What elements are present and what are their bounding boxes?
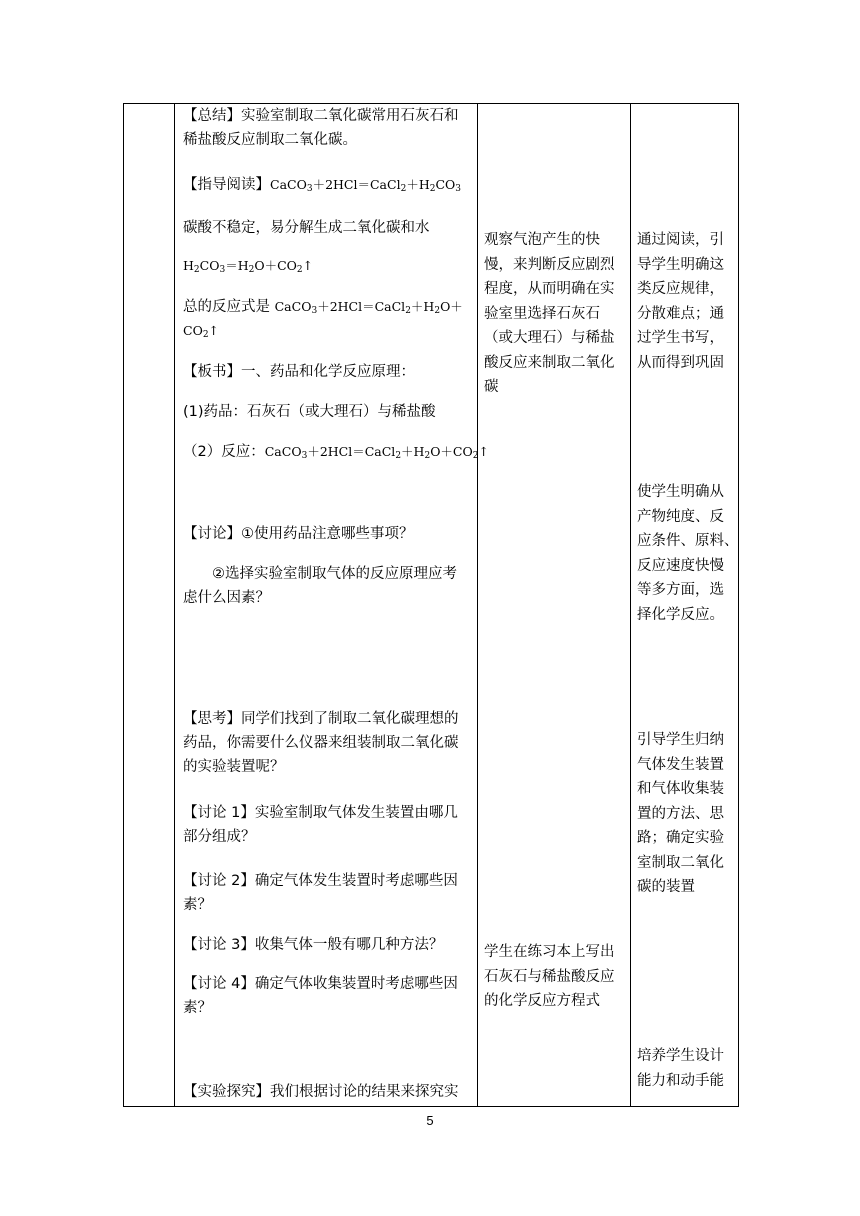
student-writing: 学生在练习本上写出 石灰石与稀盐酸反应 的化学反应方程式 (484, 944, 615, 1009)
intent-reading: 通过阅读，引 导学生明确这 类反应规律， 分散难点；通 过学生书写， 从而得到巩固 (637, 232, 724, 371)
teacher-activity-column (175, 104, 489, 1106)
drugs-line: (1)药品：石灰石（或大理石）与稀盐酸 (183, 404, 436, 420)
guided-reading-equation: 【指导阅读】$CaCO_3+2HCl=CaCl_2+H_2CO_3$ (183, 177, 461, 194)
discussion-1: 【讨论 1】实验室制取气体发生装置由哪几 部分组成？ (183, 805, 458, 845)
discussion-2: 【讨论 2】确定气体发生装置时考虑哪些因 素？ (183, 873, 458, 913)
discussion-3: 【讨论 3】收集气体一般有哪几种方法？ (183, 937, 444, 953)
think-paragraph: 【思考】同学们找到了制取二氧化碳理想的 药品，你需要什么仪器来组装制取二氧化碳 的实验装置呢？ (183, 711, 459, 775)
summary-paragraph: 【总结】实验室制取二氧化碳常用石灰石和 稀盐酸反应制取二氧化碳。 (183, 108, 459, 148)
overall-equation: 总的反应式是 $CaCO_3+2HCl=CaCl_2+H_2O+$ $CO_2↑$ (183, 299, 463, 340)
intent-design-ability: 培养学生设计 能力和动手能 (637, 1048, 724, 1089)
blackboard-heading: 【板书】一、药品和化学反应原理： (183, 364, 415, 380)
design-intent-column (631, 104, 739, 1106)
reaction-line: （2）反应：$CaCO_3+2HCl=CaCl_2+H_2O+CO_2↑$ (183, 444, 489, 461)
intent-apparatus: 引导学生归纳 气体发生装置 和气体收集装 置的方法、思 路；确定实验 室制取二氧化 碳的装置 (637, 732, 724, 895)
lesson-table (123, 103, 739, 1107)
experiment-inquiry: 【实验探究】我们根据讨论的结果来探究实 (183, 1084, 459, 1100)
page-number: 5 (426, 1113, 434, 1128)
carbonic-acid-note: 碳酸不稳定，易分解生成二氧化碳和水 (183, 220, 430, 236)
student-activity-column (478, 104, 630, 1106)
discussion-4: 【讨论 4】确定气体收集装置时考虑哪些因 素？ (183, 976, 458, 1016)
discussion-line: 【讨论】①使用药品注意哪些事项？ (183, 526, 414, 542)
intent-reaction-choice: 使学生明确从 产物纯度、反 应条件、原料、 反应速度快慢 等多方面，选 择化学反应。 (637, 484, 739, 623)
student-observation: 观察气泡产生的快 慢，来判断反应剧烈 程度，从而明确在实 验室里选择石灰石 （或大理石）与稀盐 酸反应来制取二氧化 碳 (484, 232, 615, 395)
decomposition-equation: $H_2CO_3=H_2O+CO_2↑$ (183, 258, 314, 275)
discussion-second: ②选择实验室制取气体的反应原理应考 虑什么因素？ (183, 566, 457, 606)
